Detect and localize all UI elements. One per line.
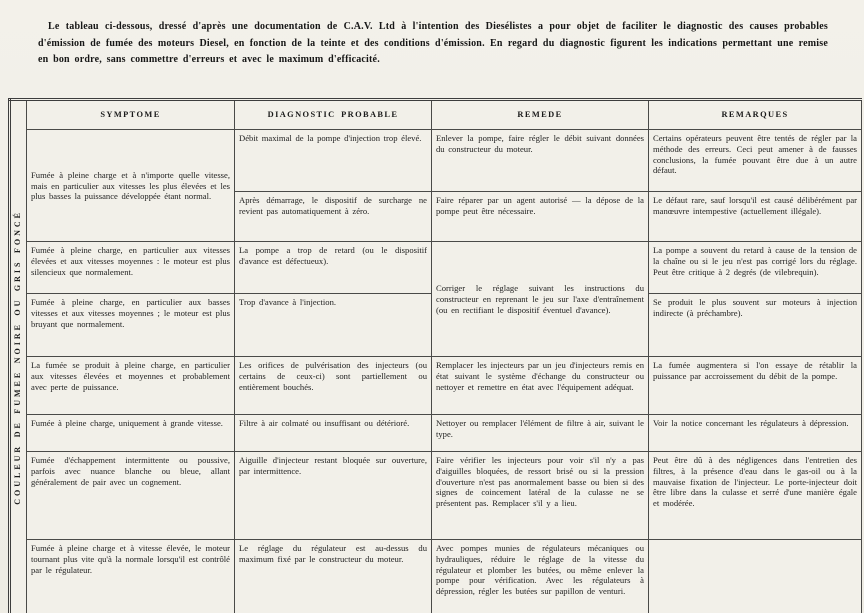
remede-cell: Faire vérifier les injecteurs pour voir s'il n'y a pas d'aiguilles bloquées, de ressort brisé ou si la pression d'ouverture n'est pas anormalement basse ou bien si des signes de coincement latéral de la culasse ne se présentent pas. Remplacer s'il y a lieu.	[432, 452, 649, 540]
col-header-symptome: SYMPTOME	[27, 100, 235, 130]
remarque-cell: Le défaut rare, sauf lorsqu'il est causé délibérément par manœuvre intempestive (actuellement illégale).	[649, 192, 862, 242]
symptome-cell: Fumée à pleine charge, uniquement à grande vitesse.	[27, 415, 235, 452]
remede-cell: Enlever la pompe, faire régler le débit suivant données du constructeur du moteur.	[432, 130, 649, 192]
diagnostic-cell: Aiguille d'injecteur restant bloquée sur ouverture, par intermittence.	[235, 452, 432, 540]
symptome-cell: Fumée à pleine charge, en particulier aux vitesses élevées et aux vitesses moyennes : le moteur est plus silencieux que normalement.	[27, 242, 235, 294]
remede-cell: Corriger le réglage suivant les instructions du constructeur en reprenant le jeu sur l'axe d'entraînement (ou en rectifiant le dispositif éventuel d'avance).	[432, 242, 649, 357]
remarque-cell: La pompe a souvent du retard à cause de la tension de la chaîne ou si le jeu n'est pas corrigé lors du réglage. Peut être critique à 2 degrés (de vilebrequin).	[649, 242, 862, 294]
diagnostic-cell: La pompe a trop de retard (ou le dispositif d'avance est défectueux).	[235, 242, 432, 294]
remarque-cell	[649, 540, 862, 613]
remarque-cell: Certains opérateurs peuvent être tentés de régler par la méthode des erreurs. Ceci peut amener à de fausses conclusions, la fumée pouvant être due à un autre défaut.	[649, 130, 862, 192]
symptome-cell: Fumée à pleine charge et à vitesse élevée, le moteur tournant plus vite qu'à la normale lorsqu'il est contrôlé par le régulateur.	[27, 540, 235, 613]
diagnostic-cell: Trop d'avance à l'injection.	[235, 294, 432, 357]
diagnostic-cell: Filtre à air colmaté ou insuffisant ou détérioré.	[235, 415, 432, 452]
col-header-remarques: REMARQUES	[649, 100, 862, 130]
col-header-remede: REMEDE	[432, 100, 649, 130]
remede-cell: Avec pompes munies de régulateurs mécaniques ou hydrauliques, réduire le réglage de la vitesse du régulateur et plomber les butées, ou même enlever la pompe pour vérification. Avec les régulateurs à dépression, régler les butées sur papillon de venturi.	[432, 540, 649, 613]
remarque-cell: Voir la notice concernant les régulateurs à dépression.	[649, 415, 862, 452]
diagnostic-cell: Après démarrage, le dispositif de surcharge ne revient pas automatiquement à zéro.	[235, 192, 432, 242]
symptome-cell: La fumée se produit à pleine charge, en particulier aux vitesses élevées et moyennes et probablement avec perte de puissance.	[27, 357, 235, 415]
remarque-cell: La fumée augmentera si l'on essaye de rétablir la puissance par accroissement du débit de la pompe.	[649, 357, 862, 415]
symptome-cell: Fumée à pleine charge et à n'importe quelle vitesse, mais en particulier aux vitesses les plus élevées et les plus basses la puissance développée étant normal.	[27, 130, 235, 242]
diagnostic-table	[8, 98, 862, 613]
remede-cell: Nettoyer ou remplacer l'élément de filtre à air, suivant le type.	[432, 415, 649, 452]
col-header-diagnostic: DIAGNOSTIC PROBABLE	[235, 100, 432, 130]
diagnostic-cell: Les orifices de pulvérisation des injecteurs (ou certains de ceux-ci) sont partiellement ou entièrement bouchés.	[235, 357, 432, 415]
intro-paragraph: Le tableau ci-dessous, dressé d'après une documentation de C.A.V. Ltd à l'intention des Diesélistes a pour objet de faciliter le diagnostic des causes probables d'émission de fumée des moteurs Diesel, en fonction de la teinte et des conditions d'émission. En regard du diagnostic figurent les indications permettant une remise en bon ordre, sans commettre d'erreurs et avec le maximum d'efficacité.	[38, 21, 828, 65]
remarque-cell: Se produit le plus souvent sur moteurs à injection indirecte (à préchambre).	[649, 294, 862, 357]
smoke-color-side-cell	[10, 100, 27, 613]
remede-cell: Remplacer les injecteurs par un jeu d'injecteurs remis en état suivant le système d'échange du constructeur ou nettoyer et remettre en état avec l'équipement adéquat.	[432, 357, 649, 415]
side-label: COULEUR DE FUMEE NOIRE OU GRIS FONCÉ	[13, 210, 23, 505]
diagnostic-cell: Débit maximal de la pompe d'injection trop élevé.	[235, 130, 432, 192]
remarque-cell: Peut être dû à des négligences dans l'entretien des filtres, à la présence d'eau dans le gas-oil ou à la mauvaise fixation de l'injecteur. Le porte-injecteur doit être libre dans la culasse et serré d'une manière égale et modérée.	[649, 452, 862, 540]
remede-cell: Faire réparer par un agent autorisé — la dépose de la pompe peut être nécessaire.	[432, 192, 649, 242]
diagnostic-cell: Le réglage du régulateur est au-dessus du maximum fixé par le constructeur du moteur.	[235, 540, 432, 613]
symptome-cell: Fumée d'échappement intermittente ou poussive, parfois avec nuance blanche ou bleue, allant généralement de pair avec un cognement.	[27, 452, 235, 540]
symptome-cell: Fumée à pleine charge, en particulier aux basses vitesses et aux vitesses moyennes ; le moteur est plus bruyant que normalement.	[27, 294, 235, 357]
